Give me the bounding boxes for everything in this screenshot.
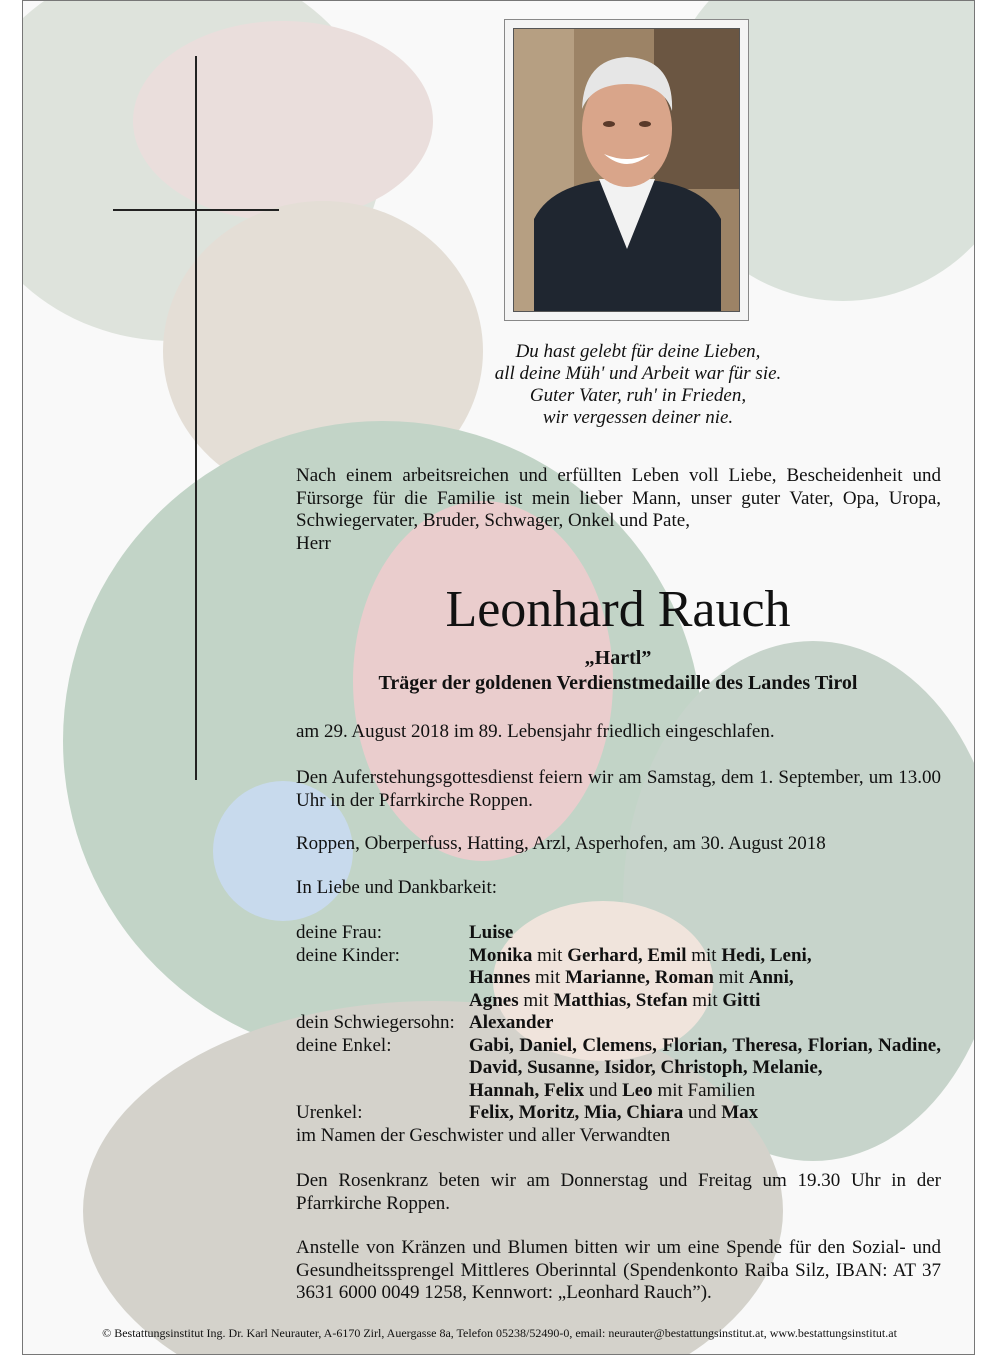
family-label: deine Enkel:	[296, 1034, 392, 1056]
cross-horizontal	[113, 209, 279, 211]
children-line: Agnes mit Matthias, Stefan mit Gitti	[469, 989, 761, 1011]
family-row-soninlaw	[296, 1012, 941, 1035]
intro-text	[296, 465, 941, 555]
family-label: Urenkel:	[296, 1102, 363, 1123]
family-row-greatgrandchildren	[296, 1102, 941, 1125]
family-list	[296, 922, 941, 1147]
obituary-card	[22, 0, 975, 1355]
herr-label: Herr	[296, 532, 331, 554]
verse-line: Du hast gelebt für deine Lieben,	[515, 341, 761, 362]
donation-notice: Anstelle von Kränzen und Blumen bitten wir um eine Spende für den Sozial- und Gesundheitssprengel Mittleres Oberinntal (Spendenkonto Raiba Silz, IBAN: AT 37 3631 6000 0049 1258, Kennwort: „Leonhard Rauch”).	[296, 1237, 941, 1303]
verse-line: all deine Müh' und Arbeit war für sie.	[494, 363, 782, 384]
cross-vertical	[195, 56, 197, 780]
honor-title: Träger der goldenen Verdienstmedaille des Landes Tirol	[378, 672, 858, 694]
footer-imprint: © Bestattungsinstitut Ing. Dr. Karl Neurauter, A-6170 Zirl, Auergasse 8a, Telefon 05238/52490-0, email: neurauter@bestattungsinstitut.at, www.bestattungsinstitut.at	[102, 1326, 897, 1340]
portrait-frame	[504, 19, 749, 321]
nickname: „Hartl”	[584, 647, 652, 669]
family-value	[469, 1035, 941, 1103]
family-row-grandchildren	[296, 1035, 941, 1103]
family-value: Felix, Moritz, Mia, Chiara und Max	[469, 1102, 759, 1123]
family-label: dein Schwiegersohn:	[296, 1012, 455, 1033]
family-value: Luise	[469, 922, 514, 943]
rosary-notice: Den Rosenkranz beten wir am Donnerstag und Freitag um 19.30 Uhr in der Pfarrkirche Roppen.	[296, 1170, 941, 1214]
family-value: Alexander	[469, 1012, 554, 1033]
grandchildren-line: Hannah, Felix und Leo mit Familien	[469, 1079, 756, 1101]
deceased-name: Leonhard Rauch	[445, 581, 791, 638]
siblings-line: im Namen der Geschwister und aller Verwandten	[296, 1124, 671, 1146]
grandchildren-line: Gabi, Daniel, Clemens, Florian, Theresa, Florian, Nadine, David, Susanne, Isidor, Christoph, Melanie,	[469, 1034, 941, 1078]
verse-line: wir vergessen deiner nie.	[542, 407, 734, 428]
family-label: deine Kinder:	[296, 944, 400, 966]
family-row-wife	[296, 922, 941, 945]
love-line: In Liebe und Dankbarkeit:	[296, 877, 498, 898]
children-line: Monika mit Gerhard, Emil mit Hedi, Leni,	[469, 944, 812, 966]
death-notice: am 29. August 2018 im 89. Lebensjahr friedlich eingeschlafen.	[296, 721, 775, 742]
intro-paragraph: Nach einem arbeitsreichen und erfüllten Leben voll Liebe, Bescheidenheit und Fürsorge für die Familie ist mein lieber Mann, unser guter Vater, Opa, Uropa, Schwiegervater, Bruder, Schwager, Onkel und Pate,	[296, 465, 941, 531]
portrait-illustration	[514, 29, 740, 312]
family-value	[469, 945, 941, 1013]
verse-line: Guter Vater, ruh' in Frieden,	[529, 385, 747, 406]
places-date: Roppen, Oberperfuss, Hatting, Arzl, Asperhofen, am 30. August 2018	[296, 833, 826, 854]
children-line: Hannes mit Marianne, Roman mit Anni,	[469, 967, 794, 988]
family-row-children	[296, 945, 941, 1013]
memorial-verse	[393, 341, 883, 429]
portrait-photo	[513, 28, 740, 312]
family-label: deine Frau:	[296, 922, 383, 943]
funeral-service: Den Auferstehungsgottesdienst feiern wir am Samstag, dem 1. September, um 13.00 Uhr in der Pfarrkirche Roppen.	[296, 767, 941, 811]
